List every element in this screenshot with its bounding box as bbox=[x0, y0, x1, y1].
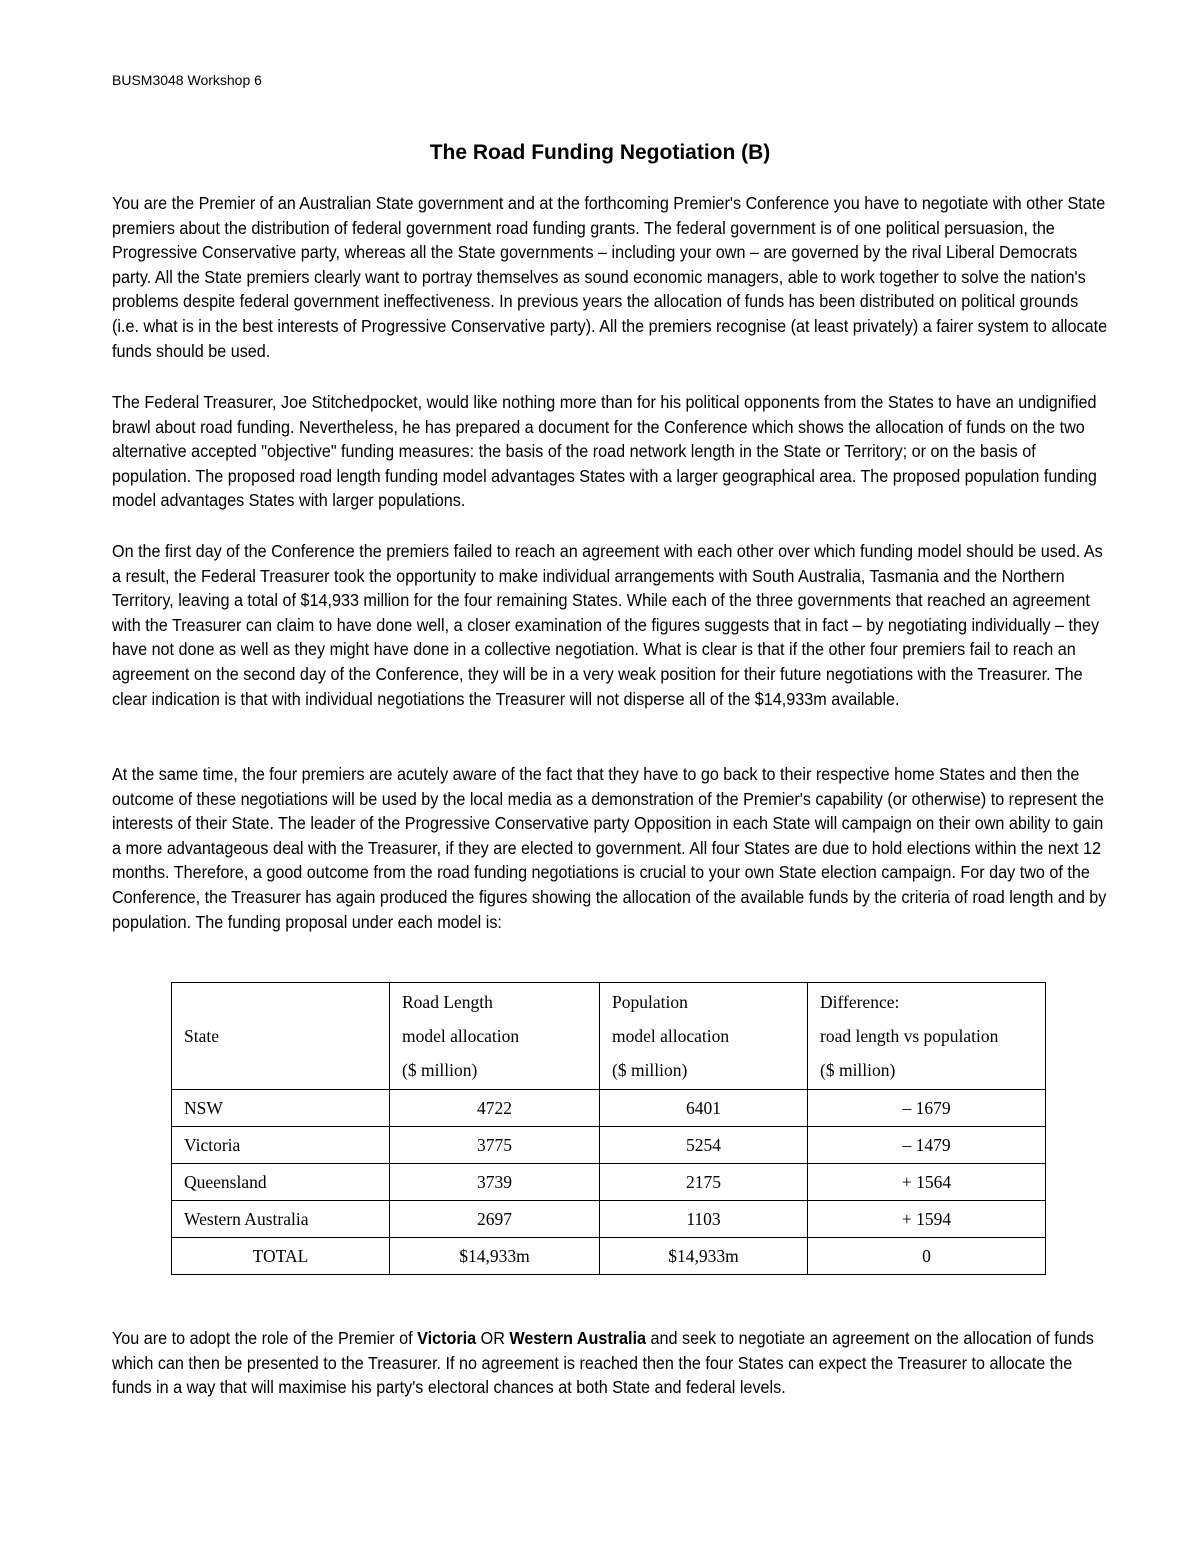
cell-total-pop: $14,933m bbox=[600, 1238, 808, 1275]
cell-pop: 1103 bbox=[600, 1201, 808, 1238]
paragraph-first-day bbox=[112, 539, 1107, 711]
header-difference bbox=[808, 983, 1046, 1090]
cell-diff: + 1594 bbox=[808, 1201, 1046, 1238]
header-line: Difference: bbox=[820, 992, 900, 1012]
cell-pop: 6401 bbox=[600, 1090, 808, 1127]
header-line: ($ million) bbox=[612, 1060, 688, 1080]
cell-total-diff: 0 bbox=[808, 1238, 1046, 1275]
header-line: model allocation bbox=[402, 1026, 520, 1046]
paragraph-text: On the first day of the Conference the premiers failed to reach an agreement with each other over which funding model should be used. As a result, the Federal Treasurer took the opportunity to make individual arrangements with South Australia, Tasmania and the Northern Territory, leaving a total of $14,933 million for the four remaining States. While each of the three governments that reached an agreement with the Treasurer can claim to have done well, a closer examination of the figures suggests that in fact – by negotiating individually – they have not done as well as they might have done in a collective negotiation. What is clear is that if the other four premiers fail to reach an agreement on the second day of the Conference, they will be in a very weak position for their future negotiations with the Treasurer. The clear indication is that with individual negotiations the Treasurer will not disperse all of the $14,933m available. bbox=[112, 541, 1103, 709]
paragraph-same-time bbox=[112, 762, 1107, 934]
cell-state: Western Australia bbox=[172, 1201, 390, 1238]
header-line: Road Length bbox=[402, 992, 493, 1012]
role-victoria: Victoria bbox=[417, 1328, 477, 1348]
paragraph-text: You are the Premier of an Australian State government and at the forthcoming Premier's Conference you have to negotiate with other State premiers about the distribution of federal government road funding grants. The federal government is of one political persuasion, the Progressive Conservative party, whereas all the State governments – including your own – are governed by the rival Liberal Democrats party. All the State premiers clearly want to portray themselves as sound economic managers, able to work together to solve the nation's problems despite federal government ineffectiveness. In previous years the allocation of funds has been distributed on political grounds (i.e. what is in the best interests of Progressive Conservative party). All the premiers recognise (at least privately) a fairer system to allocate funds should be used. bbox=[112, 193, 1108, 361]
header-population bbox=[600, 983, 808, 1090]
table-row bbox=[172, 1201, 1046, 1238]
role-text-start: You are to adopt the role of the Premier of bbox=[112, 1328, 418, 1348]
table-row bbox=[172, 1164, 1046, 1201]
header-line: model allocation bbox=[612, 1026, 730, 1046]
paragraph-text: At the same time, the four premiers are acutely aware of the fact that they have to go back to their respective home States and then the outcome of these negotiations will be used by the local media as a demonstration of the Premier's capability (or otherwise) to represent the interests of their State. The leader of the Progressive Conservative party Opposition in each State will campaign on their own ability to gain a more advantageous deal with the Treasurer, if they are elected to government. All four States are due to hold elections within the next 12 months. Therefore, a good outcome from the road funding negotiations is crucial to your own State election campaign. For day two of the Conference, the Treasurer has again produced the figures showing the allocation of the available funds by the criteria of road length and by population. The funding proposal under each model is: bbox=[112, 764, 1107, 932]
cell-pop: 2175 bbox=[600, 1164, 808, 1201]
header-state-label: State bbox=[184, 1025, 219, 1046]
cell-diff: + 1564 bbox=[808, 1164, 1046, 1201]
cell-total-label: TOTAL bbox=[172, 1238, 390, 1275]
role-western-australia: Western Australia bbox=[509, 1328, 647, 1348]
paragraph-text: The Federal Treasurer, Joe Stitchedpocket, would like nothing more than for his political opponents from the States to have an undignified brawl about road funding. Nevertheless, he has prepared a document for the Conference which shows the allocation of funds on the two alternative accepted "objective" funding measures: the basis of the road network length in the State or Territory; or on the basis of population. The proposed road length funding model advantages States with a larger geographical area. The proposed population funding model advantages States with larger populations. bbox=[112, 392, 1097, 511]
page-title: The Road Funding Negotiation (B) bbox=[429, 141, 771, 164]
paragraph-intro bbox=[112, 191, 1107, 363]
cell-road: 3775 bbox=[390, 1127, 600, 1164]
header-line: ($ million) bbox=[402, 1060, 478, 1080]
header-line: Population bbox=[612, 992, 688, 1012]
paragraph-text bbox=[112, 1326, 1107, 1400]
paragraph-role bbox=[112, 1326, 1107, 1400]
cell-road: 3739 bbox=[390, 1164, 600, 1201]
paragraph-treasurer bbox=[112, 390, 1107, 513]
header-line: ($ million) bbox=[820, 1060, 896, 1080]
table-header-row bbox=[172, 983, 1046, 1090]
funding-table bbox=[171, 982, 1046, 1275]
cell-road: 2697 bbox=[390, 1201, 600, 1238]
cell-total-road: $14,933m bbox=[390, 1238, 600, 1275]
cell-pop: 5254 bbox=[600, 1127, 808, 1164]
header-line: road length vs population bbox=[820, 1026, 999, 1046]
cell-road: 4722 bbox=[390, 1090, 600, 1127]
document-header: BUSM3048 Workshop 6 bbox=[112, 72, 262, 88]
cell-state: Victoria bbox=[172, 1127, 390, 1164]
cell-diff: – 1479 bbox=[808, 1127, 1046, 1164]
table-row bbox=[172, 1090, 1046, 1127]
table-total-row bbox=[172, 1238, 1046, 1275]
header-state bbox=[172, 983, 390, 1090]
cell-state: Queensland bbox=[172, 1164, 390, 1201]
role-text-end: and seek to negotiate an agreement on the allocation of funds which can then be presented to the Treasurer. If no agreement is reached then the four States can expect the Treasurer to allocate the funds in a way that will maximise his party's electoral chances at both State and federal levels. bbox=[112, 1328, 1094, 1398]
role-or: OR bbox=[476, 1328, 510, 1348]
header-road-length bbox=[390, 983, 600, 1090]
cell-diff: – 1679 bbox=[808, 1090, 1046, 1127]
table-row bbox=[172, 1127, 1046, 1164]
cell-state: NSW bbox=[172, 1090, 390, 1127]
